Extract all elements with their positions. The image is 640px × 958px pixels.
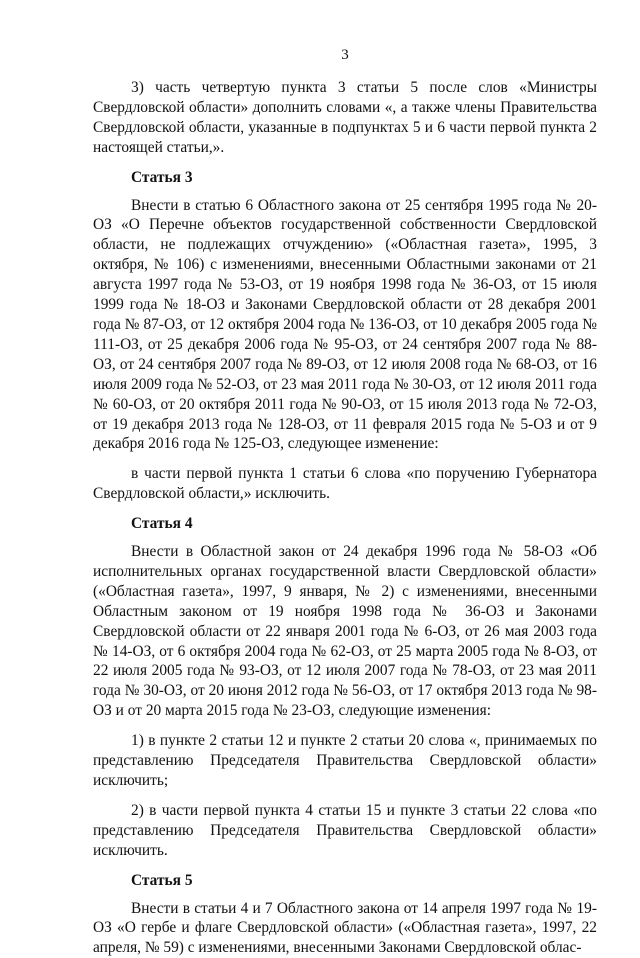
paragraph-article-5-intro: Внести в статьи 4 и 7 Областного закона от 14 апреля 1997 года № 19-ОЗ «О гербе и флаге Свердловской области» («Областная газета», 1997, 22 апреля, № 59) с изменениями, внесенными Законами Свердловской облас- — [93, 899, 597, 957]
paragraph-article-4-item-2: 2) в части первой пункта 4 статьи 15 и пункте 3 статьи 22 слова «по представлению Председателя Правительства Свердловской области» исключить. — [93, 801, 597, 859]
page-number: 3 — [341, 47, 349, 63]
paragraph-article-4-item-1: 1) в пункте 2 статьи 12 и пункте 2 статьи 20 слова «, принимаемых по представлению Председателя Правительства Свердловской области» исключить; — [93, 732, 597, 789]
paragraph-amend-point-3: 3) часть четвертую пункта 3 статьи 5 после слов «Министры Свердловской области» дополнить словами «, а также члены Правительства Свердловской области, указанные в подпунктах 5 и 6 части первой пункта 2 настоящей статьи,». — [93, 79, 597, 156]
article-5-heading: Статья 5 — [131, 871, 193, 889]
paragraph-article-3-change: в части первой пункта 1 статьи 6 слова «по поручению Губернатора Свердловской области,» исключить. — [93, 465, 597, 503]
article-4-heading: Статья 4 — [131, 515, 193, 533]
paragraph-article-3-intro: Внести в статью 6 Областного закона от 25 сентября 1995 года № 20-ОЗ «О Перечне объектов государственной собственности Свердловской области, не подлежащих отчуждению» («Областная газета», 1995, 3 октября, № 106) с изменениями, внесенными Областными законами от 21 августа 1997 года № 53-ОЗ, от 19 ноября 1998 года № 36-ОЗ, от 15 июля 1999 года № 18-ОЗ и Законами Свердловской области от 28 декабря 2001 года № 87-ОЗ, от 12 октября 2004 года № 136-ОЗ, от 10 декабря 2005 года № 111-ОЗ, от 25 декабря 2006 года № 95-ОЗ, от 24 сентября 2007 года № 88-ОЗ, от 24 сентября 2007 года № 89-ОЗ, от 12 июля 2008 года № 68-ОЗ, от 16 июля 2009 года № 52-ОЗ, от 23 мая 2011 года № 30-ОЗ, от 12 июля 2011 года № 60-ОЗ, от 20 октября 2011 года № 90-ОЗ, от 15 июля 2013 года № 72-ОЗ, от 19 декабря 2013 года № 128-ОЗ, от 11 февраля 2015 года № 5-ОЗ и от 9 декабря 2016 года № 125-ОЗ, следующее изменение: — [93, 196, 597, 453]
article-3-heading: Статья 3 — [131, 168, 193, 186]
paragraph-article-4-intro: Внести в Областной закон от 24 декабря 1996 года № 58-ОЗ «Об исполнительных органах государственной власти Свердловской области» («Областная газета», 1997, 9 января, № 2) с изменениями, внесенными Областным законом от 19 ноября 1998 года № 36-ОЗ и Законами Свердловской области от 22 января 2001 года № 6-ОЗ, от 26 мая 2003 года № 14-ОЗ, от 6 октября 2004 года № 62-ОЗ, от 25 марта 2005 года № 8-ОЗ, от 22 июля 2005 года № 93-ОЗ, от 12 июля 2007 года № 78-ОЗ, от 23 мая 2011 года № 30-ОЗ, от 20 июня 2012 года № 56-ОЗ, от 17 октября 2013 года № 98-ОЗ и от 20 марта 2015 года № 23-ОЗ, следующие изменения: — [93, 543, 597, 720]
